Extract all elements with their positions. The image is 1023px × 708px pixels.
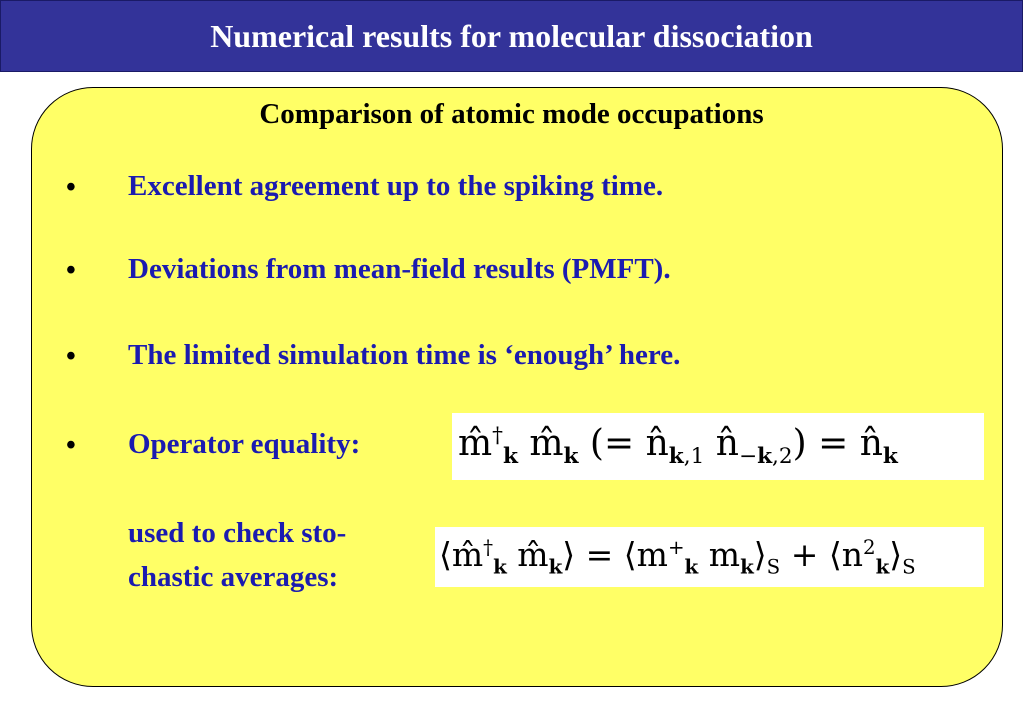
check-text-line-2: chastic averages: [128, 561, 339, 593]
slide-title: Numerical results for molecular dissociation [210, 17, 813, 54]
bullet-marker: • [66, 430, 76, 461]
operator-equality-formula: $m̂^\dagger_k$ $m̂_k$ (= $n̂_{k,1}$ $n̂_{-k,2}$) = $n̂_k$ [452, 413, 984, 480]
bullet-marker: • [66, 255, 76, 286]
bullet-text-agreement: Excellent agreement up to the spiking time. [128, 170, 664, 202]
bullet-marker: • [66, 172, 76, 203]
bullet-text-simulation-time: The limited simulation time is ‘enough’ here. [128, 339, 681, 371]
bullet-text-operator-equality: Operator equality: [128, 428, 361, 460]
bullet-text-deviations: Deviations from mean-field results (PMFT). [128, 253, 671, 285]
bullet-marker: • [66, 341, 76, 372]
stochastic-average-formula: $⟨m̂^\dagger_k$ $m̂_k⟩$ = $⟨m^+_k$ $m_k⟩_S$ + $⟨n^2_k⟩_S$ [435, 527, 984, 587]
check-text-line-1: used to check sto- [128, 517, 347, 549]
panel-subtitle: Comparison of atomic mode occupations [259, 98, 764, 130]
slide-title-bar [0, 0, 1023, 72]
